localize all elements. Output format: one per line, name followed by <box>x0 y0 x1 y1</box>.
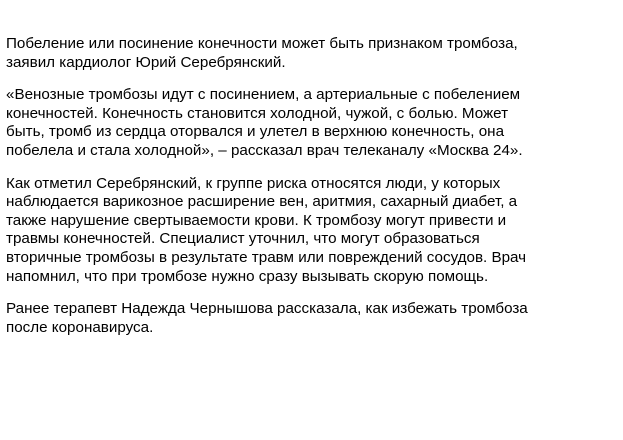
paragraph-1 <box>6 35 606 72</box>
text-line: наблюдается варикозное расширение вен, аритмия, сахарный диабет, а <box>6 193 518 211</box>
text-line: конечностей. Конечность становится холодной, чужой, с болью. Может <box>6 104 509 122</box>
text-line: вторичные тромбозы в результате травм или повреждений сосудов. Врач <box>6 248 527 266</box>
text-line: Ранее терапевт Надежда Чернышова рассказала, как избежать тромбоза <box>6 300 528 318</box>
text-line: быть, тромб из сердца оторвался и улетел в верхнюю конечность, она <box>6 123 505 141</box>
text-line: травмы конечностей. Специалист уточнил, что могут образоваться <box>6 230 480 248</box>
text-line: заявил кардиолог Юрий Серебрянский. <box>6 53 286 71</box>
paragraph-2 <box>6 86 606 160</box>
paragraph-4 <box>6 300 606 337</box>
text-line: Побеление или посинение конечности может быть признаком тромбоза, <box>6 35 518 52</box>
text-line: «Венозные тромбозы идут с посинением, а артериальные с побелением <box>6 86 521 104</box>
text-line: побелела и стала холодной», – рассказал врач телеканалу «Москва 24». <box>6 141 523 159</box>
article-body <box>6 35 606 351</box>
text-line: также нарушение свертываемости крови. К тромбозу могут привести и <box>6 211 507 229</box>
paragraph-3 <box>6 175 606 287</box>
text-line: напомнил, что при тромбозе нужно сразу вызывать скорую помощь. <box>6 267 489 285</box>
text-line: после коронавируса. <box>6 318 154 336</box>
text-line: Как отметил Серебрянский, к группе риска относятся люди, у которых <box>6 174 501 192</box>
